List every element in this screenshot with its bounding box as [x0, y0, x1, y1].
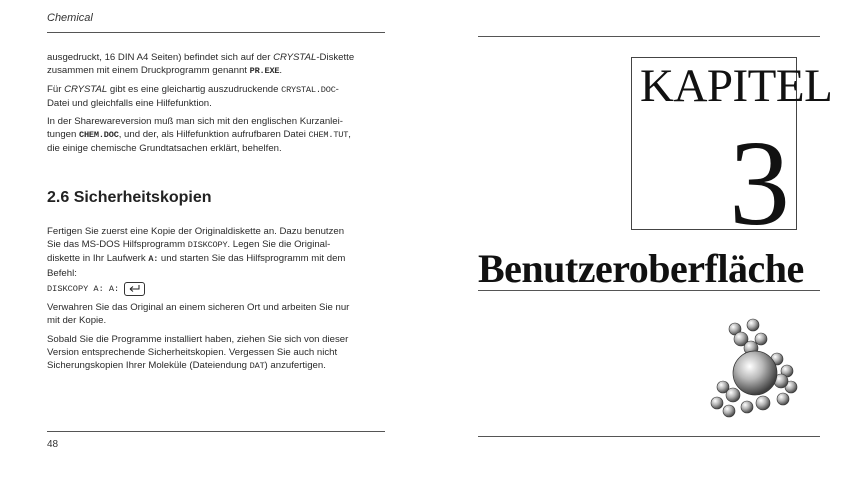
code-extension: DAT — [249, 361, 265, 372]
text-span: tungen — [47, 129, 80, 141]
text-span: Version entsprechende Sicherheitskopien. Vergessen Sie auch nicht — [47, 347, 338, 359]
molecule-illustration — [703, 315, 803, 425]
command-line — [47, 282, 145, 296]
code-drive: A: — [148, 254, 159, 265]
code-filename: CHEM.DOC — [79, 130, 119, 141]
text-span: . Legen Sie die Original- — [227, 239, 331, 251]
code-filename: CHEM.TUT — [308, 130, 349, 141]
text-span: Sie das MS-DOS Hilfsprogramm — [47, 239, 188, 251]
text-span: ) anzufertigen. — [264, 360, 326, 372]
code-filename: PR.EXE — [249, 66, 280, 77]
paragraph-1 — [47, 51, 392, 78]
command-text: DISKCOPY A: A: — [47, 284, 120, 294]
italic-product-name: CRYSTAL — [273, 52, 317, 63]
header-rule — [47, 32, 385, 33]
text-span: Datei und gleichfalls eine Hilfefunktion. — [47, 98, 212, 110]
text-span: ausgedruckt, 16 DIN A4 Seiten) befindet sich auf der — [47, 52, 274, 63]
text-span: Fertigen Sie zuerst eine Kopie der Originaldiskette an. Dazu benutzen — [47, 226, 345, 237]
footer-rule — [47, 431, 385, 432]
right-bottom-rule — [478, 436, 820, 437]
italic-product-name: CRYSTAL — [64, 84, 108, 95]
text-span: . — [279, 65, 283, 77]
text-span: -Diskette — [316, 52, 355, 63]
title-rule — [478, 290, 820, 291]
text-span: Verwahren Sie das Original an einem sicheren Ort und arbeiten Sie nur — [47, 302, 350, 313]
chapter-label: KAPITEL — [640, 60, 833, 112]
code-filename: CRYSTAL.DOC — [281, 85, 336, 95]
paragraph-4 — [47, 225, 392, 280]
chapter-number: 3 — [729, 116, 790, 251]
enter-arrow-icon — [127, 284, 141, 293]
text-span: mit der Kopie. — [47, 315, 107, 327]
text-span: , — [348, 129, 351, 141]
right-top-rule — [478, 36, 820, 37]
chapter-box — [631, 57, 833, 251]
running-head: Chemical — [47, 12, 93, 24]
text-span: Für — [47, 84, 65, 95]
text-span: Befehl: — [47, 267, 77, 279]
page-number: 48 — [47, 439, 59, 450]
text-span: zusammen mit einem Druckprogramm genannt — [47, 65, 250, 77]
chapter-title: Benutzeroberfläche — [478, 246, 804, 291]
left-page — [0, 0, 423, 480]
paragraph-6 — [47, 333, 392, 374]
text-span: Sicherungskopien Ihrer Moleküle (Dateiendung — [47, 360, 250, 372]
enter-key-icon — [124, 282, 145, 296]
text-span: und starten Sie das Hilfsprogramm mit dem — [158, 253, 346, 265]
molecule-group — [711, 319, 797, 417]
text-span: Sobald Sie die Programme installiert haben, ziehen Sie sich von dieser — [47, 334, 349, 345]
text-span: - — [335, 84, 339, 95]
paragraph-2 — [47, 83, 392, 110]
text-span: , und der, als Hilfefunktion aufrufbaren Datei — [118, 129, 309, 141]
paragraph-5 — [47, 301, 392, 327]
text-span: In der Sharewareversion muß man sich mit den englischen Kurzanlei- — [47, 116, 343, 127]
paragraph-3 — [47, 115, 392, 156]
text-span: diskette in Ihr Laufwerk — [47, 253, 149, 265]
section-heading: 2.6 Sicherheitskopien — [47, 189, 212, 206]
code-command: DISKCOPY — [187, 240, 228, 251]
text-span: gibt es eine gleichartig auszudruckende — [107, 84, 282, 95]
text-span: die einige chemische Grundtatsachen erklärt, behelfen. — [47, 143, 282, 155]
